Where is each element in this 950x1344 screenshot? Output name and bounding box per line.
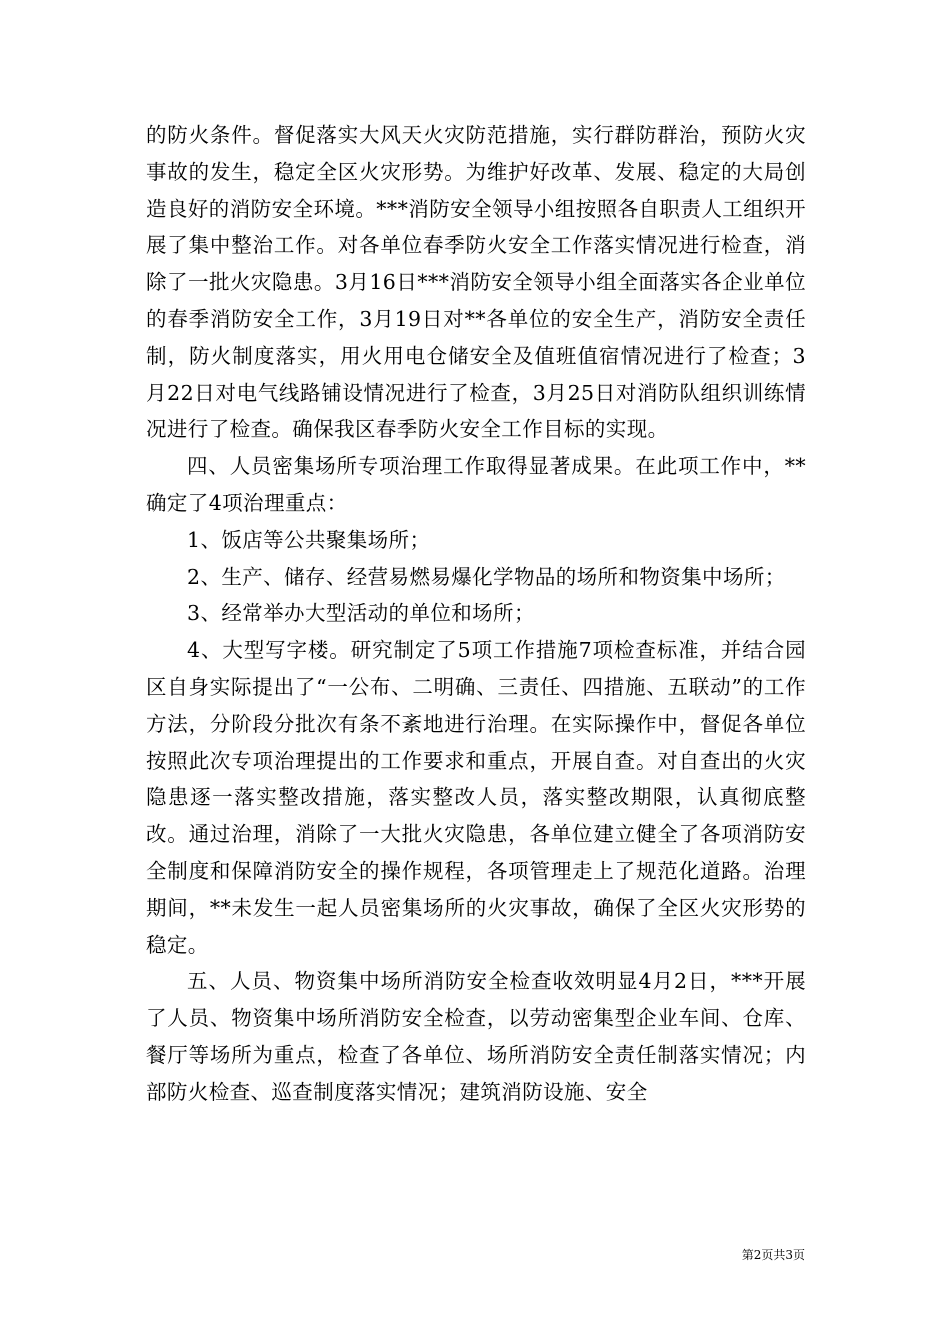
page-number-footer: 第2页共3页 [741, 1248, 805, 1262]
list-item: 1、饭店等公共聚集场所； [187, 527, 431, 552]
list-item: 3、经常举办大型活动的单位和场所； [187, 601, 535, 626]
document-body [146, 117, 806, 1111]
list-item-with-details: 4、大型写字楼。研究制定了5项工作措施7项检查标准，并结合园区自身实际提出了“一公布、二明确、三责任、四措施、五联动”的工作方法，分阶段分批次有条不紊地进行治理。在实际操作中，督促各单位按照此次专项治理提出的工作要求和重点，开展自查。对自查出的火灾隐患逐一落实整改措施，落实整改人员，落实整改期限，认真彻底整改。通过治理，消除了一大批火灾隐患，各单位建立健全了各项消防安全制度和保障消防安全的操作规程，各项管理走上了规范化道路。治理期间，**未发生一起人员密集场所的火灾事故，确保了全区火灾形势的稳定。 [146, 638, 806, 957]
paragraph-continuation: 的防火条件。督促落实大风天火灾防范措施，实行群防群治，预防火灾事故的发生，稳定全区火灾形势。为维护好改革、发展、稳定的大局创造良好的消防安全环境。***消防安全领导小组按照各自职责人工组织开展了集中整治工作。对各单位春季防火安全工作落实情况进行检查，消除了一批火灾隐患。3月16日***消防安全领导小组全面落实各企业单位的春季消防安全工作，3月19日对**各单位的安全生产，消防安全责任制，防火制度落实，用火用电仓储安全及值班值宿情况进行了检查；3月22日对电气线路铺设情况进行了检查，3月25日对消防队组织训练情况进行了检查。确保我区春季防火安全工作目标的实现。 [146, 123, 806, 442]
paragraph-section-four: 四、人员密集场所专项治理工作取得显著成果。在此项工作中，**确定了4项治理重点： [146, 454, 806, 515]
paragraph-section-five: 五、人员、物资集中场所消防安全检查收效明显4月2日，***开展了人员、物资集中场所消防安全检查，以劳动密集型企业车间、仓库、餐厅等场所为重点，检查了各单位、场所消防安全责任制落实情况；内部防火检查、巡查制度落实情况；建筑消防设施、安全 [146, 969, 806, 1104]
list-item: 2、生产、储存、经营易燃易爆化学物品的场所和物资集中场所； [187, 564, 786, 589]
